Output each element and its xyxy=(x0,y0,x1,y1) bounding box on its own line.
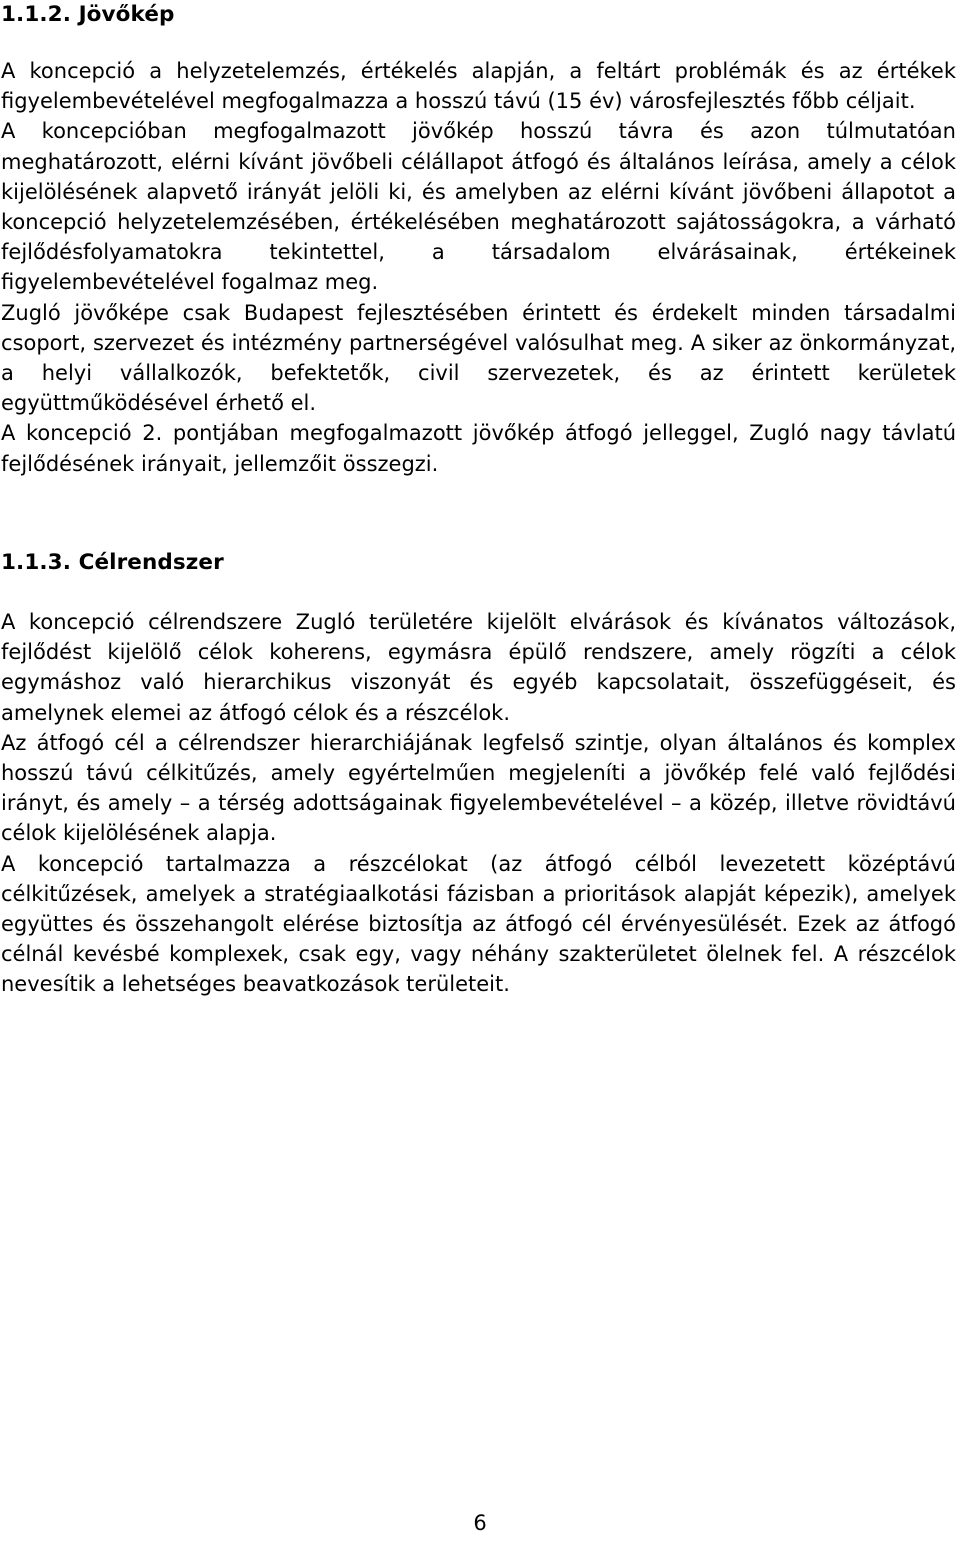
section-body-celrendszer xyxy=(1,607,956,1000)
paragraph: A koncepció célrendszere Zugló területére kijelölt elvárások és kívánatos változások, fejlődést kijelölő célok koherens, egymásra épülő rendszere, amely rögzíti a célok egymáshoz való hierarchikus viszonyát és egyéb kapcsolatait, összefüggéseit, és amelynek elemei az átfogó célok és a részcélok. xyxy=(1,610,956,725)
paragraph: A koncepcióban megfogalmazott jövőkép hosszú távra és azon túlmutatóan meghatározott, elérni kívánt jövőbeli célállapot átfogó és általános leírása, amely a célok kijelölésének alapvető irányát jelöli ki, és amelyben az elérni kívánt jövőbeni állapotot a koncepció helyzetelemzésében, értékelésében meghatározott sajátosságokra, a várható fejlődésfolyamatokra tekintettel, a társadalom elvárásainak, értékeinek figyelembevételével fogalmaz meg. xyxy=(1,119,956,295)
paragraph: Az átfogó cél a célrendszer hierarchiájának legfelső szintje, olyan általános és komplex hosszú távú célkitűzés, amely egyértelműen megjeleníti a jövőkép felé való fejlődési irányt, és amely – a térség adottságainak figyelembevételével – a közép, illetve rövidtávú célok kijelölésének alapja. xyxy=(1,730,956,846)
paragraph: A koncepció 2. pontjában megfogalmazott jövőkép átfogó jelleggel, Zugló nagy távlatú fejlődésének irányait, jellemzőit összegzi. xyxy=(1,421,956,476)
paragraph: A koncepció a helyzetelemzés, értékelés alapján, a feltárt problémák és az értékek figyelembevételével megfogalmazza a hosszú távú (15 év) városfejlesztés főbb céljait. xyxy=(1,59,956,114)
paragraph: Zugló jövőképe csak Budapest fejlesztésében érintett és érdekelt minden társadalmi csoport, szervezet és intézmény partnerségével valósulhat meg. A siker az önkormányzat, a helyi vállalkozók, befektetők, civil szervezetek, és az érintett kerületek együttműködésével érhető el. xyxy=(1,300,956,416)
paragraph: A koncepció tartalmazza a részcélokat (az átfogó célból levezetett középtávú célkitűzések, amelyek a stratégiaalkotási fázisban a prioritások alapját képezik), amelyek együttes és összehangolt elérése biztosítja az átfogó cél érvényesülését. Ezek az átfogó célnál kevésbé komplexek, csak egy, vagy néhány szakterületet ölelnek fel. A részcélok nevesítik a lehetséges beavatkozások területeit. xyxy=(1,851,956,997)
section-heading-jovokep: 1.1.2. Jövőkép xyxy=(1,2,175,27)
section-heading-celrendszer: 1.1.3. Célrendszer xyxy=(1,550,224,575)
page-number: 6 xyxy=(473,1511,487,1535)
section-body-jovokep xyxy=(1,56,956,479)
